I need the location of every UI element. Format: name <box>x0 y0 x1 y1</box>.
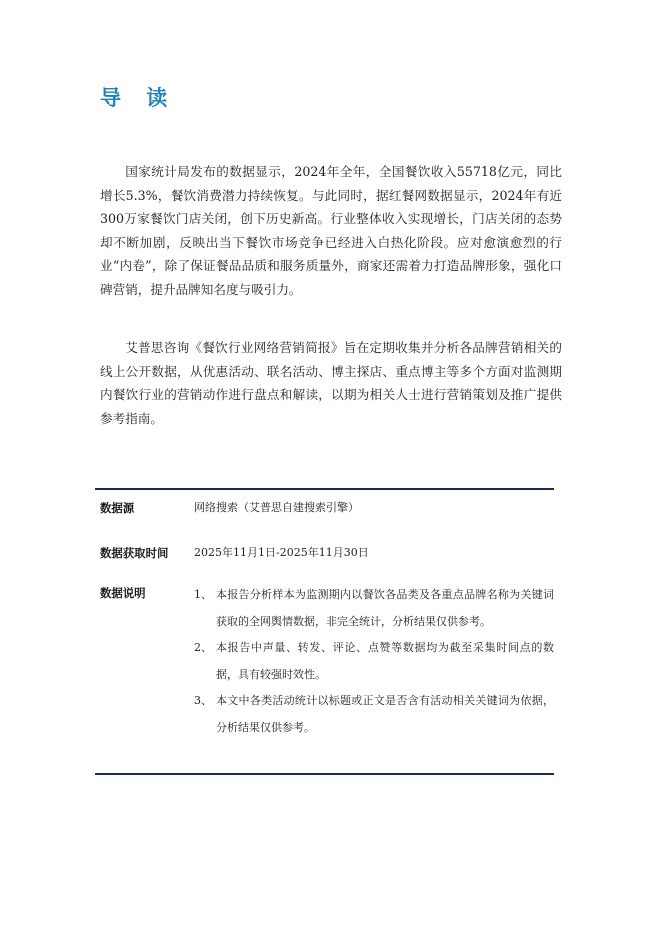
note-number: 2、 <box>194 641 212 654</box>
note-number: 1、 <box>194 588 212 601</box>
intro-paragraph-2: 艾普思咨询《餐饮行业网络营销简报》旨在定期收集并分析各品牌营销相关的线上公开数据，从优惠活动、联名活动、博主探店、重点博主等多个方面对监测期内餐饮行业的营销动作进行盘点和解读，以期为相关人士进行营销策划及推广提供参考指南。 <box>100 340 562 426</box>
data-notes-list <box>194 582 554 741</box>
note-text: 本文中各类活动统计以标题或正文是否含有活动相关关键词为依据，分析结果仅供参考。 <box>216 694 554 734</box>
note-text: 本报告中声量、转发、评论、点赞等数据均为截至采集时间点的数据，具有较强时效性。 <box>216 641 554 681</box>
data-note-item <box>194 635 554 688</box>
intro-paragraph-1: 国家统计局发布的数据显示，2024年全年，全国餐饮收入55718亿元，同比增长5.3%，餐饮消费潜力持续恢复。与此同时，据红餐网数据显示，2024年有近300万家餐饮门店关闭，创下历史新高。行业整体收入实现增长，门店关闭的态势却不断加剧，反映出当下餐饮市场竞争已经进入白热化阶段。应对愈演愈烈的行业“内卷”，除了保证餐品品质和服务质量外，商家还需着力打造品牌形象，强化口碑营销，提升品牌知名度与吸引力。 <box>100 164 562 297</box>
data-period-label: 数据获取时间 <box>100 546 169 560</box>
table-top-rule <box>95 488 554 490</box>
data-source-value: 网络搜索（艾普思自建搜索引擎） <box>194 501 359 514</box>
data-note-item <box>194 688 554 741</box>
data-notes-label: 数据说明 <box>100 586 146 600</box>
note-text: 本报告分析样本为监测期内以餐饮各品类及各重点品牌名称为关键词获取的全网舆情数据，非完全统计，分析结果仅供参考。 <box>216 588 554 628</box>
data-period-value: 2025年11月1日-2025年11月30日 <box>194 546 369 559</box>
data-source-label: 数据源 <box>100 501 135 515</box>
page-title: 导 读 <box>100 86 177 110</box>
note-number: 3、 <box>194 694 212 707</box>
table-bottom-rule <box>95 773 554 775</box>
data-note-item <box>194 582 554 635</box>
